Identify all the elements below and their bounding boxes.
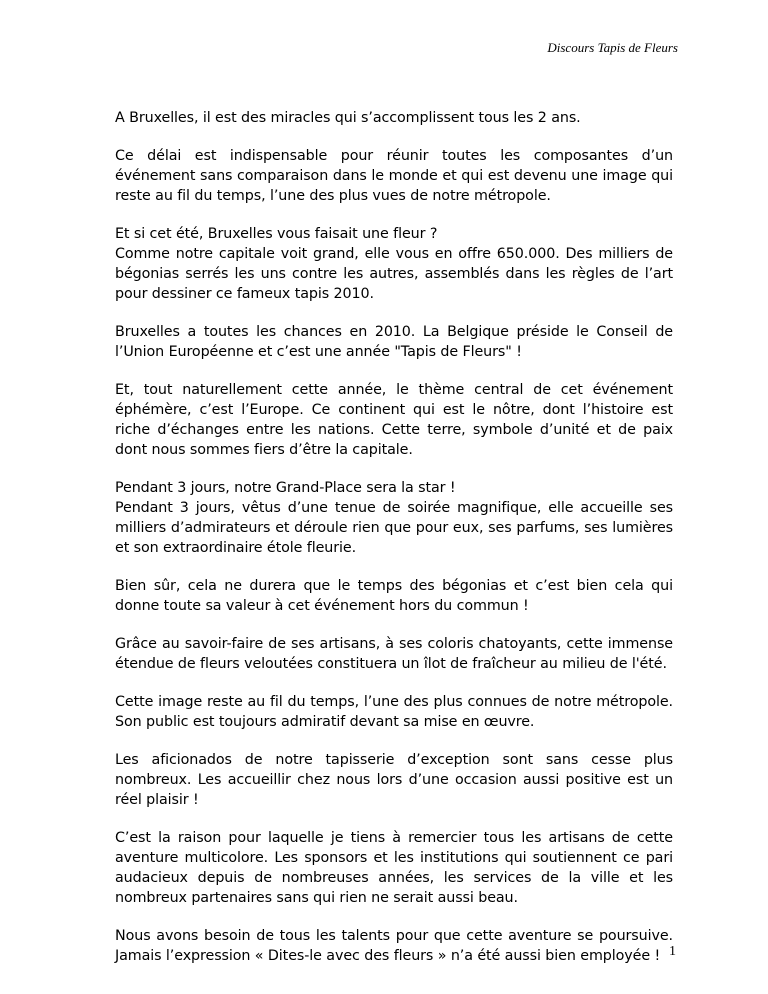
paragraph-line: A Bruxelles, il est des miracles qui s’accomplissent tous les 2 ans. <box>115 110 581 126</box>
paragraph-line: C’est la raison pour laquelle je tiens à remercier tous les artisans de cette aventure multicolore. Les sponsors et les institutions qui soutiennent ce pari audacieux depuis de nombreuses années, les services de la ville et les nombreux partenaires sans qui rien ne serait aussi beau. <box>115 830 673 906</box>
paragraph <box>115 380 673 460</box>
paragraph <box>115 634 673 674</box>
paragraph <box>115 828 673 908</box>
paragraph-line: Nous avons besoin de tous les talents pour que cette aventure se poursuive. Jamais l’expression « Dites-le avec des fleurs » n’a été aussi bien employée ! <box>115 928 673 964</box>
paragraph-line: Comme notre capitale voit grand, elle vous en offre 650.000. Des milliers de bégonias serrés les uns contre les autres, assemblés dans les règles de l’art pour dessiner ce fameux tapis 2010. <box>115 246 673 302</box>
page-number: 1 <box>669 944 676 959</box>
paragraph <box>115 750 673 810</box>
paragraph <box>115 224 673 304</box>
paragraph <box>115 926 673 966</box>
paragraph <box>115 576 673 616</box>
paragraph <box>115 478 673 558</box>
paragraph-line: Ce délai est indispensable pour réunir toutes les composantes d’un événement sans comparaison dans le monde et qui est devenu une image qui reste au fil du temps, l’une des plus vues de notre métropole. <box>115 148 673 204</box>
paragraph-line: Pendant 3 jours, notre Grand-Place sera la star ! <box>115 480 456 496</box>
paragraph-line: Pendant 3 jours, vêtus d’une tenue de soirée magnifique, elle accueille ses milliers d’admirateurs et déroule rien que pour eux, ses parfums, ses lumières et son extraordinaire étole fleurie. <box>115 500 673 556</box>
paragraph-line: Cette image reste au fil du temps, l’une des plus connues de notre métropole. Son public est toujours admiratif devant sa mise en œuvre. <box>115 694 673 730</box>
paragraph-line: Les aficionados de notre tapisserie d’exception sont sans cesse plus nombreux. Les accueillir chez nous lors d’une occasion aussi positive est un réel plaisir ! <box>115 752 673 808</box>
document-body <box>115 108 673 966</box>
paragraph <box>115 692 673 732</box>
paragraph <box>115 146 673 206</box>
paragraph <box>115 108 673 128</box>
paragraph-line: Et, tout naturellement cette année, le thème central de cet événement éphémère, c’est l’Europe. Ce continent qui est le nôtre, dont l’histoire est riche d’échanges entre les nations. Cette terre, symbole d’unité et de paix dont nous sommes fiers d’être la capitale. <box>115 382 673 458</box>
paragraph-line: Bruxelles a toutes les chances en 2010. La Belgique préside le Conseil de l’Union Européenne et c’est une année "Tapis de Fleurs" ! <box>115 324 673 360</box>
paragraph <box>115 322 673 362</box>
paragraph-line: Et si cet été, Bruxelles vous faisait une fleur ? <box>115 226 438 242</box>
page-header-title: Discours Tapis de Fleurs <box>547 40 678 55</box>
paragraph-line: Bien sûr, cela ne durera que le temps des bégonias et c’est bien cela qui donne toute sa valeur à cet événement hors du commun ! <box>115 578 673 614</box>
paragraph-line: Grâce au savoir-faire de ses artisans, à ses coloris chatoyants, cette immense étendue de fleurs veloutées constituera un îlot de fraîcheur au milieu de l'été. <box>115 636 673 672</box>
